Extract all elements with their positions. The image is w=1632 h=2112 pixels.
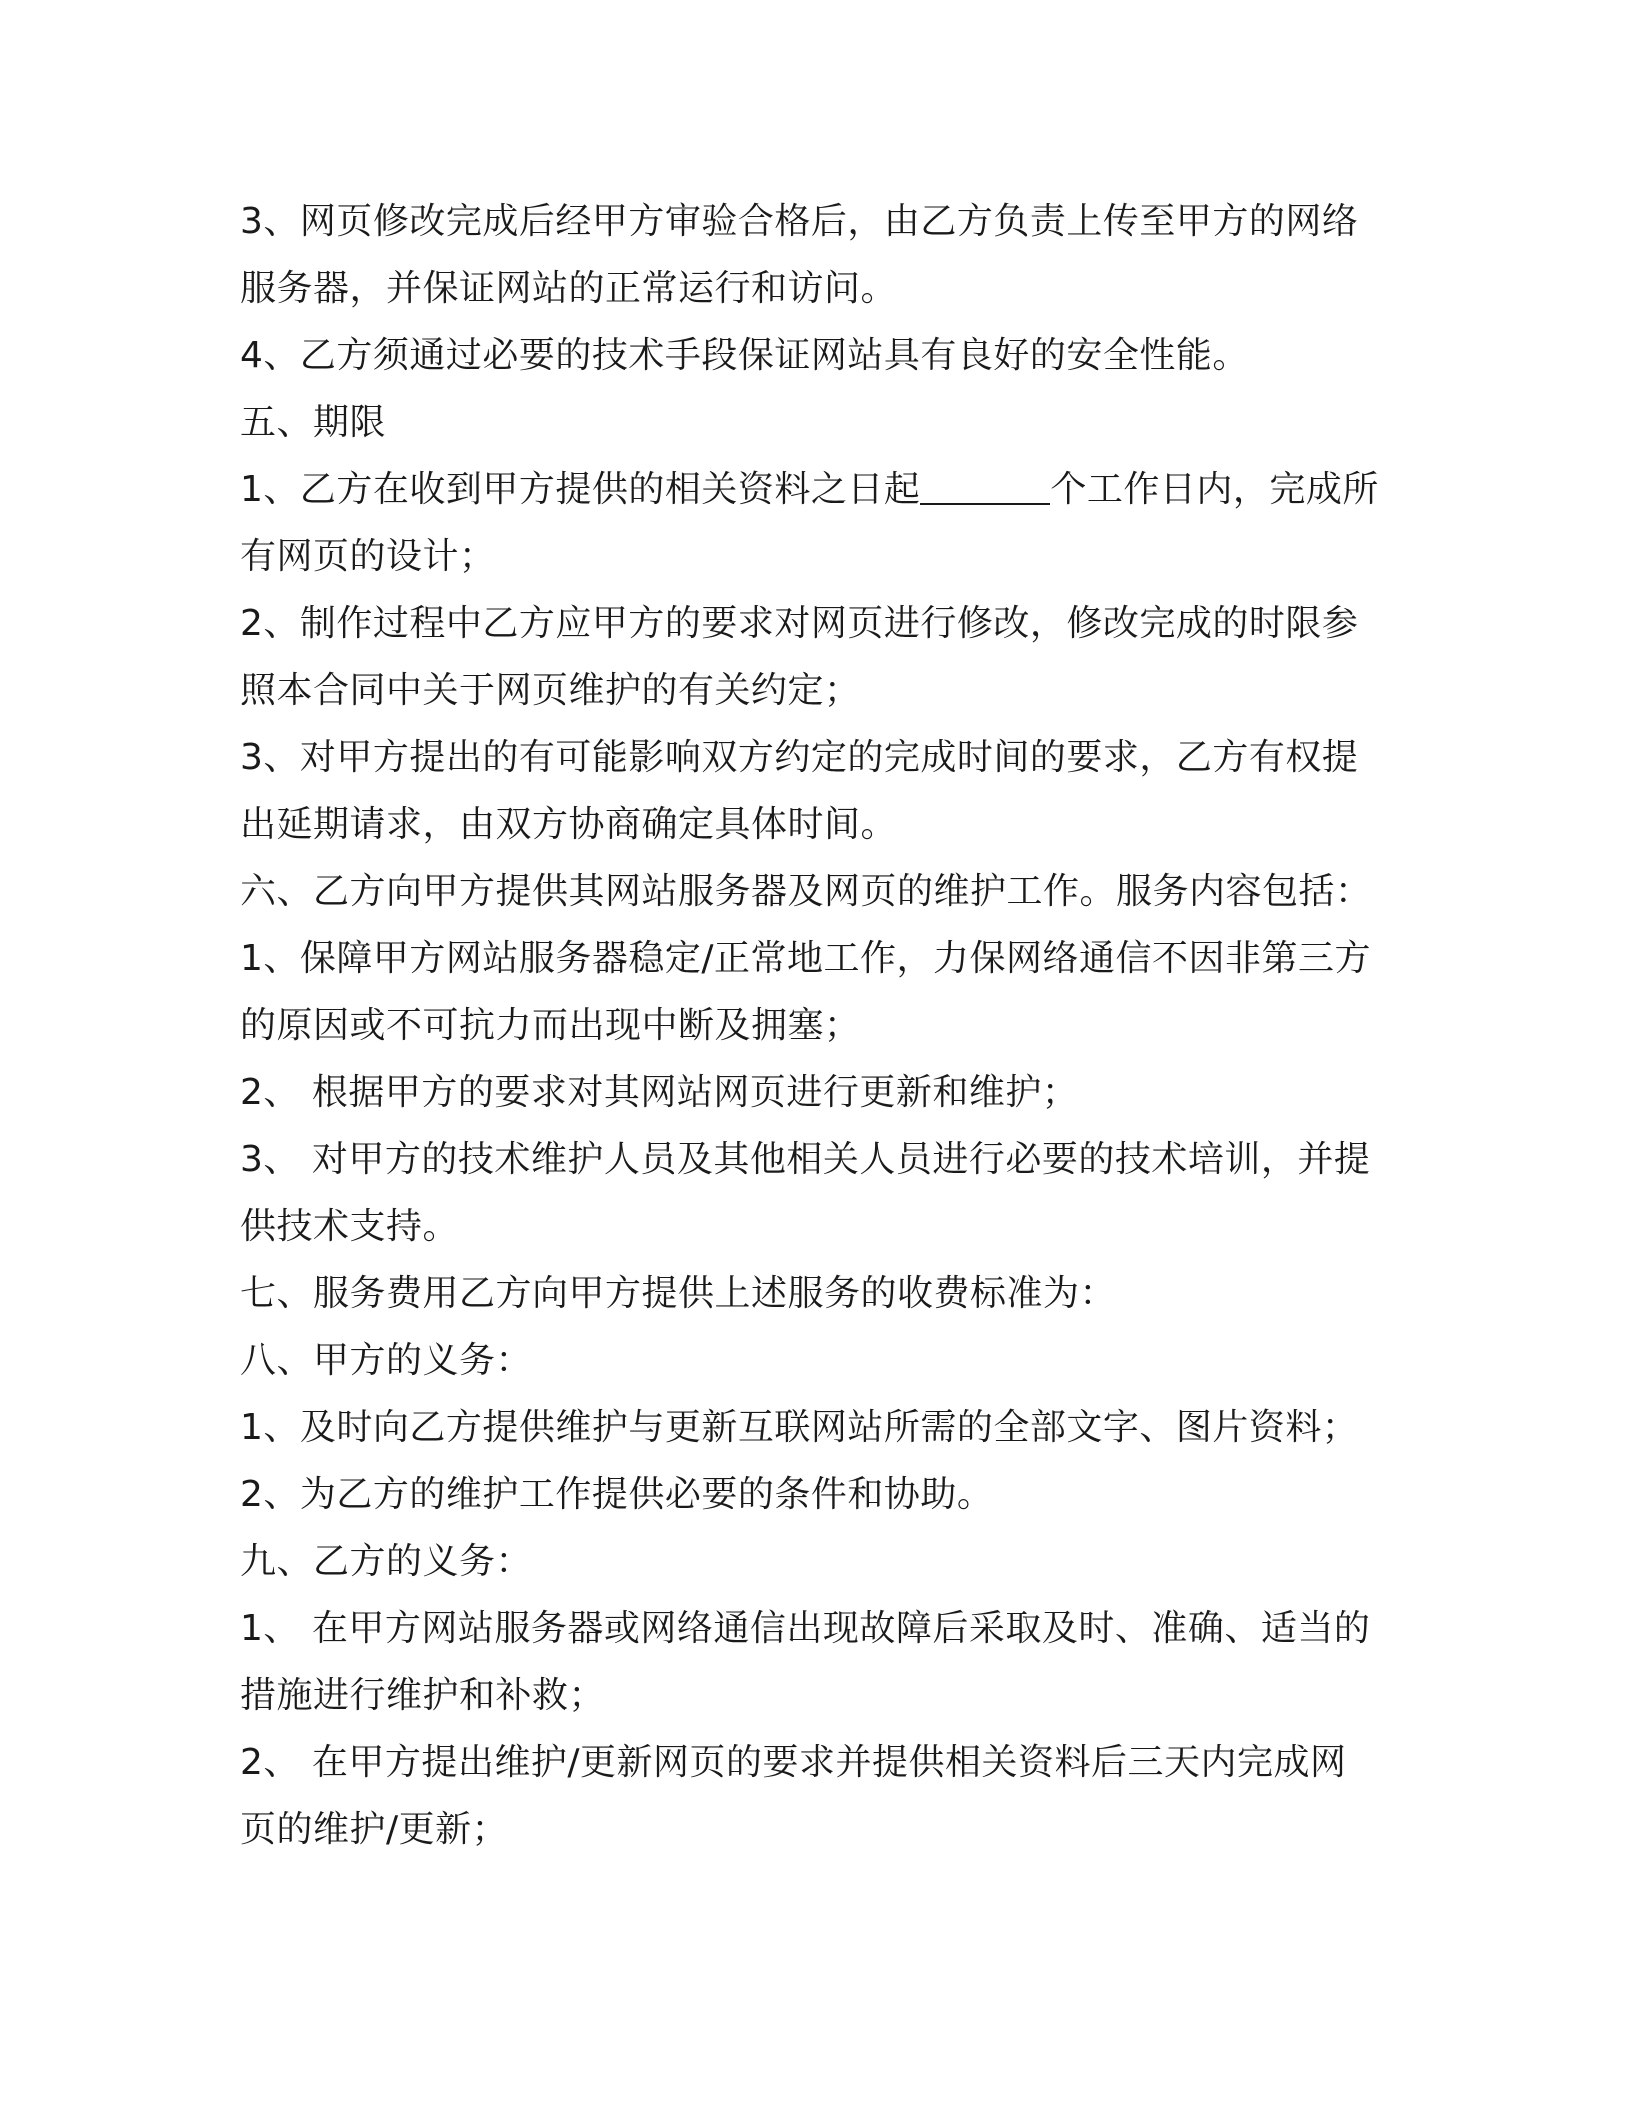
fill-in-blank <box>920 463 1050 505</box>
text-line: 服务器，并保证网站的正常运行和访问。 <box>240 268 898 309</box>
text-line: 4、乙方须通过必要的技术手段保证网站具有良好的安全性能。 <box>240 335 1249 376</box>
text-line: 2、 在甲方提出维护/更新网页的要求并提供相关资料后三天内完成网 <box>240 1742 1347 1783</box>
text-line: 的原因或不可抗力而出现中断及拥塞； <box>240 1005 861 1046</box>
text-line: 1、 在甲方网站服务器或网络通信出现故障后采取及时、准确、适当的 <box>240 1608 1371 1649</box>
text-line: 出延期请求，由双方协商确定具体时间。 <box>240 804 898 845</box>
text-segment: 1、乙方在收到甲方提供的相关资料之日起 <box>240 469 921 510</box>
section-heading-party-b: 九、乙方的义务： <box>240 1541 533 1582</box>
text-line: 有网页的设计； <box>240 536 496 577</box>
text-line: 照本合同中关于网页维护的有关约定； <box>240 670 861 711</box>
text-line: 2、制作过程中乙方应甲方的要求对网页进行修改，修改完成的时限参 <box>240 603 1359 644</box>
text-line: 3、对甲方提出的有可能影响双方约定的完成时间的要求，乙方有权提 <box>240 737 1359 778</box>
text-line: 供技术支持。 <box>240 1206 460 1247</box>
section-heading-fees: 七、服务费用乙方向甲方提供上述服务的收费标准为： <box>240 1273 1117 1314</box>
text-line: 3、网页修改完成后经甲方审验合格后，由乙方负责上传至甲方的网络 <box>240 201 1359 242</box>
text-line: 2、为乙方的维护工作提供必要的条件和协助。 <box>240 1474 994 1515</box>
section-heading-party-a: 八、甲方的义务： <box>240 1340 533 1381</box>
text-line: 页的维护/更新； <box>240 1809 509 1850</box>
text-line: 1、及时向乙方提供维护与更新互联网站所需的全部文字、图片资料； <box>240 1407 1359 1448</box>
document-body <box>240 188 1400 1863</box>
text-line: 措施进行维护和补救； <box>240 1675 606 1716</box>
text-line: 2、 根据甲方的要求对其网站网页进行更新和维护； <box>240 1072 1079 1113</box>
section-heading-maintenance: 六、乙方向甲方提供其网站服务器及网页的维护工作。服务内容包括： <box>240 871 1372 912</box>
text-line: 3、 对甲方的技术维护人员及其他相关人员进行必要的技术培训，并提 <box>240 1139 1371 1180</box>
section-heading-term: 五、期限 <box>240 402 387 443</box>
text-line: 1、保障甲方网站服务器稳定/正常地工作，力保网络通信不因非第三方 <box>240 938 1372 979</box>
text-segment: 个工作日内，完成所 <box>1050 469 1379 510</box>
text-line-with-blank <box>240 456 1400 523</box>
